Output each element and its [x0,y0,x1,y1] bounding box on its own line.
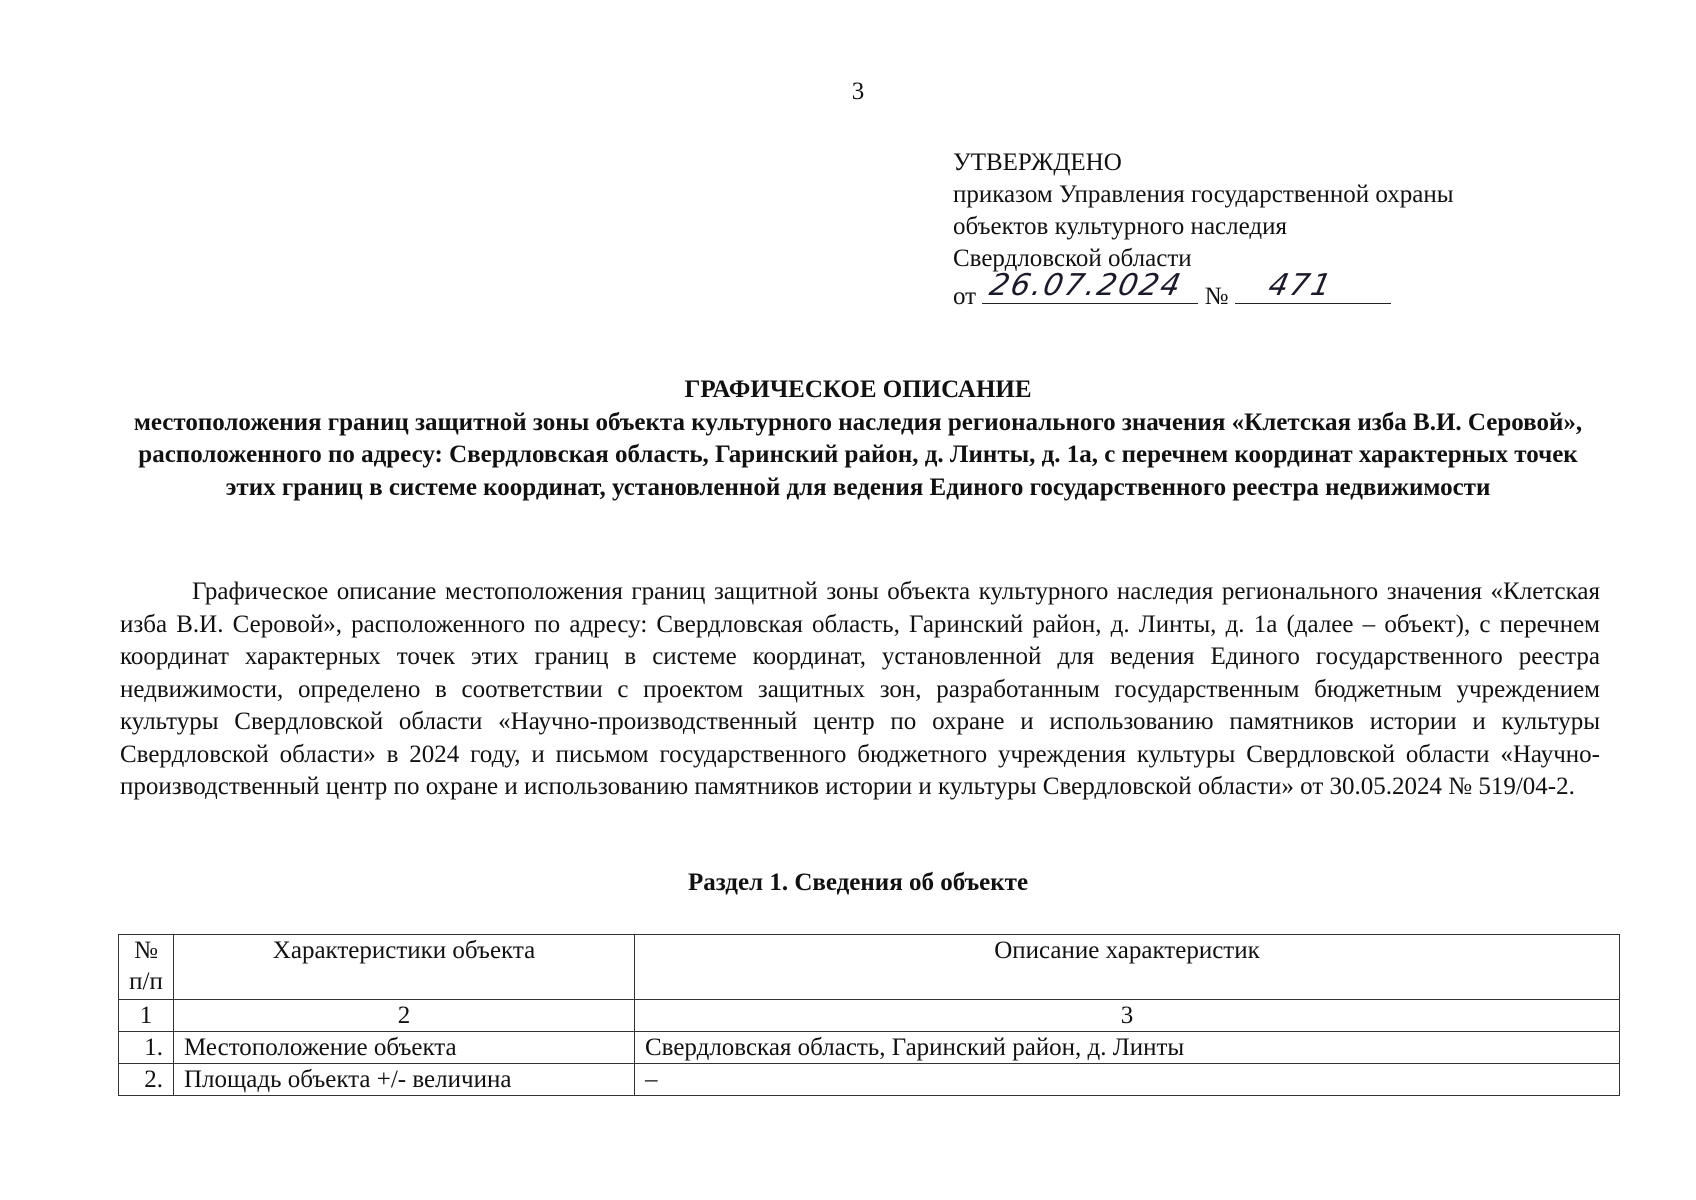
approval-block [953,147,1454,313]
header-cell-description: Описание характеристик [635,935,1620,1000]
row-description: Свердловская область, Гаринский район, д. Линты [635,1032,1620,1064]
column-number-2: 2 [174,1000,635,1032]
row-number: 1. [119,1032,174,1064]
row-description: – [635,1064,1620,1096]
approval-line-3: Свердловской области [953,245,1192,272]
header-cell-number: № п/п [119,935,174,1000]
section-title: Раздел 1. Сведения об объекте [687,869,1029,896]
row-characteristic: Площадь объекта +/- величина [174,1064,635,1096]
approval-line-2: объектов культурного наследия [953,213,1287,240]
document-title [118,374,1598,504]
title-subtitle: местоположения границ защитной зоны объекта культурного наследия регионального значения «Клетская изба В.И. Серовой», расположенного по адресу: Свердловская область, Гаринский район, д. Линты, д. 1а, с перечнем координат характерных точек этих границ в системе координат, установленной для ведения Единого государственного реестра недвижимости [133,408,1583,501]
approval-heading: УТВЕРЖДЕНО [953,149,1122,176]
approval-date-line [953,268,1454,313]
body-paragraph: Графическое описание местоположения границ защитной зоны объекта культурного наследия регионального значения «Клетская изба В.И. Серовой», расположенного по адресу: Свердловская область, Гаринский район, д. Линты, д. 1а (далее – объект), с перечнем координат характерных точек этих границ в системе координат, установленной для ведения Единого государственного реестра недвижимости, определено в соответствии с проектом защитных зон, разработанным государственным бюджетным учреждением культуры Свердловской области «Научно-производственный центр по охране и использованию памятников истории и культуры Свердловской области» в 2024 году, и письмом государственного бюджетного учреждения культуры Свердловской области «Научно-производственный центр по охране и использованию памятников истории и культуры Свердловской области» от 30.05.2024 № 519/04-2. [120,578,1600,800]
title-main: ГРАФИЧЕСКОЕ ОПИСАНИЕ [684,376,1032,403]
handwritten-date: 26.07.2024 [986,268,1186,303]
page-number: 3 [851,78,865,105]
column-number-3: 3 [635,1000,1620,1032]
table-row [119,1032,1620,1064]
row-characteristic: Местоположение объекта [174,1032,635,1064]
table-column-numbers-row [119,1000,1620,1032]
number-field [1235,268,1391,304]
row-number: 2. [119,1064,174,1096]
column-number-1: 1 [119,1000,174,1032]
number-prefix: № [1204,283,1229,310]
header-cell-characteristics: Характеристики объекта [174,935,635,1000]
object-info-table [118,934,1620,1096]
table-header-row [119,935,1620,1000]
handwritten-number: 471 [1265,268,1336,303]
approval-line-1: приказом Управления государственной охраны [953,181,1454,208]
date-field [982,268,1198,304]
table-row [119,1064,1620,1096]
date-prefix: от [953,283,977,310]
